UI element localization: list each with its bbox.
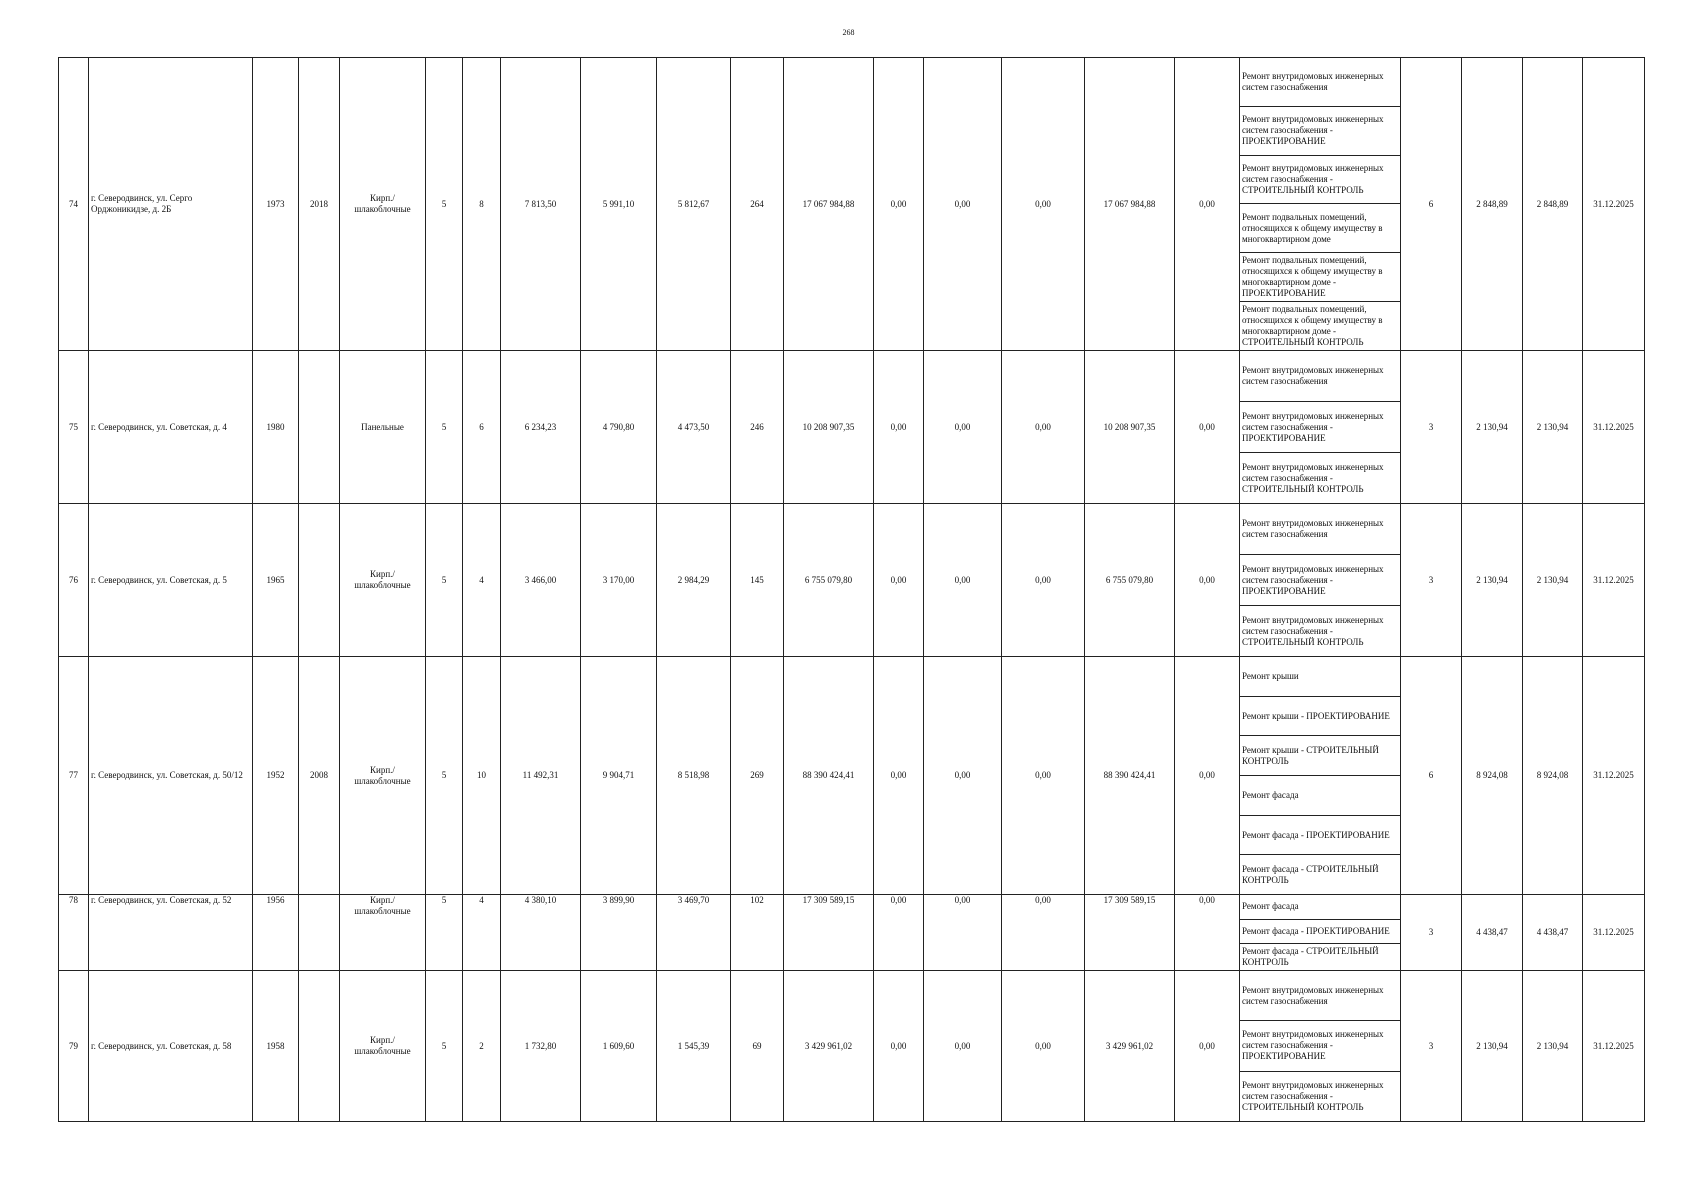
wall-material: Кирп./ шлакоблочные [340,657,426,895]
living-area: 2 984,29 [657,504,731,657]
max-unit-cost: 8 924,08 [1523,657,1583,895]
house-address: г. Северодвинск, ул. Советская, д. 58 [89,971,253,1122]
unit-cost: 2 130,94 [1462,971,1523,1122]
work-item [1240,895,1400,919]
work-item [1240,58,1400,106]
premises-area: 5 991,10 [581,58,657,351]
work-item [1240,106,1400,155]
other-sources: 0,00 [1175,351,1240,504]
year-last-repair [299,504,340,657]
work-item [1240,252,1400,301]
work-item-text: Ремонт внутридомовых инженерных систем газоснабжения - ПРОЕКТИРОВАНИЕ [1242,1029,1384,1062]
works-list-cell [1240,351,1401,504]
regional-budget: 0,00 [924,895,1002,971]
floors-count: 5 [426,504,463,657]
owners-funds: 10 208 907,35 [1085,351,1175,504]
year-built: 1952 [253,657,299,895]
local-budget: 0,00 [1002,895,1085,971]
wall-material: Кирп./ шлакоблочные [340,58,426,351]
other-sources: 0,00 [1175,58,1240,351]
year-last-repair: 2018 [299,58,340,351]
house-address: г. Северодвинск, ул. Советская, д. 4 [89,351,253,504]
work-item [1240,452,1400,503]
residents-count: 102 [731,895,784,971]
table-row [59,657,1645,895]
work-item-text: Ремонт внутридомовых инженерных систем газоснабжения - ПРОЕКТИРОВАНИЕ [1242,114,1384,147]
works-list [1240,58,1400,350]
work-item-text: Ремонт фасада [1242,789,1299,800]
total-cost: 10 208 907,35 [784,351,874,504]
works-list-cell [1240,895,1401,971]
max-unit-cost: 4 438,47 [1523,895,1583,971]
year-built: 1980 [253,351,299,504]
work-item [1240,696,1400,736]
works-list [1240,351,1400,503]
row-number: 74 [59,58,89,351]
work-item [1240,554,1400,605]
works-count: 3 [1401,504,1462,657]
wall-material: Кирп./ шлакоблочные [340,971,426,1122]
max-unit-cost: 2 130,94 [1523,971,1583,1122]
other-sources: 0,00 [1175,971,1240,1122]
table-row [59,351,1645,504]
total-cost: 3 429 961,02 [784,971,874,1122]
repair-program-table [58,57,1645,1122]
works-count: 3 [1401,895,1462,971]
residents-count: 69 [731,971,784,1122]
unit-cost: 4 438,47 [1462,895,1523,971]
work-item-text: Ремонт внутридомовых инженерных систем газоснабжения [1242,984,1384,1006]
year-built: 1958 [253,971,299,1122]
row-number: 75 [59,351,89,504]
work-item [1240,815,1400,855]
local-budget: 0,00 [1002,971,1085,1122]
wall-material: Панельные [340,351,426,504]
total-area: 7 813,50 [501,58,581,351]
row-number: 77 [59,657,89,895]
house-address: г. Северодвинск, ул. Серго Орджоникидзе, д. 2Б [89,58,253,351]
work-item [1240,155,1400,204]
floors-count: 5 [426,58,463,351]
wall-material: Кирп./ шлакоблочные [340,895,426,971]
work-item [1240,504,1400,554]
year-last-repair [299,971,340,1122]
work-item-text: Ремонт подвальных помещений, относящихся к общему имуществу в многоквартирном доме [1242,211,1383,244]
local-budget: 0,00 [1002,504,1085,657]
work-item [1240,971,1400,1020]
unit-cost: 2 130,94 [1462,504,1523,657]
work-item [1240,943,1400,970]
total-cost: 6 755 079,80 [784,504,874,657]
owners-funds: 17 067 984,88 [1085,58,1175,351]
local-budget: 0,00 [1002,58,1085,351]
owners-funds: 6 755 079,80 [1085,504,1175,657]
owners-funds: 3 429 961,02 [1085,971,1175,1122]
floors-count: 5 [426,971,463,1122]
work-item [1240,919,1400,944]
other-sources: 0,00 [1175,657,1240,895]
works-count: 6 [1401,58,1462,351]
work-item-text: Ремонт внутридомовых инженерных систем газоснабжения [1242,70,1384,92]
max-unit-cost: 2 848,89 [1523,58,1583,351]
table-row [59,504,1645,657]
work-item [1240,735,1400,775]
work-item [1240,657,1400,696]
fund-support: 0,00 [874,504,924,657]
fund-support: 0,00 [874,58,924,351]
work-item [1240,351,1400,401]
completion-deadline: 31.12.2025 [1583,657,1645,895]
works-list-cell [1240,58,1401,351]
other-sources: 0,00 [1175,504,1240,657]
page-number: 268 [842,28,855,37]
work-item-text: Ремонт фасада - ПРОЕКТИРОВАНИЕ [1242,925,1390,936]
year-built: 1965 [253,504,299,657]
work-item-text: Ремонт крыши - ПРОЕКТИРОВАНИЕ [1242,710,1390,721]
total-area: 1 732,80 [501,971,581,1122]
entrances-count: 2 [463,971,501,1122]
work-item-text: Ремонт внутридомовых инженерных систем газоснабжения [1242,518,1384,539]
total-area: 11 492,31 [501,657,581,895]
work-item-text: Ремонт фасада - СТРОИТЕЛЬНЫЙ КОНТРОЛЬ [1242,946,1379,967]
works-list [1240,971,1400,1121]
table-row [59,971,1645,1122]
works-list [1240,504,1400,656]
works-list [1240,657,1400,894]
residents-count: 145 [731,504,784,657]
work-item [1240,605,1400,656]
unit-cost: 8 924,08 [1462,657,1523,895]
residents-count: 246 [731,351,784,504]
year-last-repair [299,351,340,504]
works-list-cell [1240,971,1401,1122]
house-address: г. Северодвинск, ул. Советская, д. 52 [89,895,253,971]
year-last-repair: 2008 [299,657,340,895]
wall-material: Кирп./ шлакоблочные [340,504,426,657]
total-cost: 88 390 424,41 [784,657,874,895]
unit-cost: 2 130,94 [1462,351,1523,504]
owners-funds: 17 309 589,15 [1085,895,1175,971]
premises-area: 4 790,80 [581,351,657,504]
work-item-text: Ремонт крыши - СТРОИТЕЛЬНЫЙ КОНТРОЛЬ [1242,744,1379,766]
regional-budget: 0,00 [924,657,1002,895]
premises-area: 1 609,60 [581,971,657,1122]
floors-count: 5 [426,895,463,971]
local-budget: 0,00 [1002,351,1085,504]
house-address: г. Северодвинск, ул. Советская, д. 5 [89,504,253,657]
work-item [1240,1020,1400,1070]
fund-support: 0,00 [874,351,924,504]
living-area: 4 473,50 [657,351,731,504]
owners-funds: 88 390 424,41 [1085,657,1175,895]
max-unit-cost: 2 130,94 [1523,504,1583,657]
work-item [1240,1071,1400,1121]
entrances-count: 6 [463,351,501,504]
table-row [59,895,1645,971]
works-count: 6 [1401,657,1462,895]
work-item-text: Ремонт крыши [1242,670,1299,681]
work-item [1240,301,1400,350]
work-item-text: Ремонт внутридомовых инженерных систем газоснабжения - ПРОЕКТИРОВАНИЕ [1242,563,1384,596]
works-list-cell [1240,657,1401,895]
work-item-text: Ремонт фасада - ПРОЕКТИРОВАНИЕ [1242,829,1390,840]
row-number: 79 [59,971,89,1122]
work-item-text: Ремонт внутридомовых инженерных систем газоснабжения [1242,365,1384,386]
floors-count: 5 [426,351,463,504]
living-area: 5 812,67 [657,58,731,351]
works-count: 3 [1401,971,1462,1122]
work-item-text: Ремонт фасада - СТРОИТЕЛЬНЫЙ КОНТРОЛЬ [1242,863,1379,885]
work-item-text: Ремонт внутридомовых инженерных систем газоснабжения - СТРОИТЕЛЬНЫЙ КОНТРОЛЬ [1242,614,1384,647]
living-area: 8 518,98 [657,657,731,895]
completion-deadline: 31.12.2025 [1583,58,1645,351]
residents-count: 269 [731,657,784,895]
total-cost: 17 309 589,15 [784,895,874,971]
row-number: 78 [59,895,89,971]
work-item-text: Ремонт внутридомовых инженерных систем газоснабжения - ПРОЕКТИРОВАНИЕ [1242,410,1384,443]
work-item-text: Ремонт внутридомовых инженерных систем газоснабжения - СТРОИТЕЛЬНЫЙ КОНТРОЛЬ [1242,461,1384,494]
entrances-count: 4 [463,895,501,971]
local-budget: 0,00 [1002,657,1085,895]
works-list [1240,895,1400,970]
entrances-count: 10 [463,657,501,895]
fund-support: 0,00 [874,657,924,895]
work-item-text: Ремонт подвальных помещений, относящихся к общему имуществу в многоквартирном доме - СТРОИТЕЛЬНЫЙ КОНТРОЛЬ [1242,304,1383,347]
residents-count: 264 [731,58,784,351]
work-item-text: Ремонт подвальных помещений, относящихся к общему имуществу в многоквартирном доме - ПРОЕКТИРОВАНИЕ [1242,255,1383,298]
work-item [1240,854,1400,894]
premises-area: 9 904,71 [581,657,657,895]
work-item [1240,401,1400,452]
year-built: 1973 [253,58,299,351]
regional-budget: 0,00 [924,971,1002,1122]
regional-budget: 0,00 [924,351,1002,504]
row-number: 76 [59,504,89,657]
max-unit-cost: 2 130,94 [1523,351,1583,504]
completion-deadline: 31.12.2025 [1583,895,1645,971]
entrances-count: 8 [463,58,501,351]
premises-area: 3 899,90 [581,895,657,971]
regional-budget: 0,00 [924,504,1002,657]
works-count: 3 [1401,351,1462,504]
living-area: 1 545,39 [657,971,731,1122]
living-area: 3 469,70 [657,895,731,971]
fund-support: 0,00 [874,895,924,971]
floors-count: 5 [426,657,463,895]
total-area: 4 380,10 [501,895,581,971]
fund-support: 0,00 [874,971,924,1122]
completion-deadline: 31.12.2025 [1583,504,1645,657]
regional-budget: 0,00 [924,58,1002,351]
other-sources: 0,00 [1175,895,1240,971]
work-item-text: Ремонт внутридомовых инженерных систем газоснабжения - СТРОИТЕЛЬНЫЙ КОНТРОЛЬ [1242,162,1384,195]
premises-area: 3 170,00 [581,504,657,657]
house-address: г. Северодвинск, ул. Советская, д. 50/12 [89,657,253,895]
unit-cost: 2 848,89 [1462,58,1523,351]
work-item-text: Ремонт фасада [1242,901,1299,912]
year-last-repair [299,895,340,971]
table-row [59,58,1645,351]
total-cost: 17 067 984,88 [784,58,874,351]
work-item-text: Ремонт внутридомовых инженерных систем газоснабжения - СТРОИТЕЛЬНЫЙ КОНТРОЛЬ [1242,1079,1384,1112]
work-item [1240,775,1400,815]
work-item [1240,203,1400,252]
completion-deadline: 31.12.2025 [1583,351,1645,504]
total-area: 3 466,00 [501,504,581,657]
completion-deadline: 31.12.2025 [1583,971,1645,1122]
year-built: 1956 [253,895,299,971]
entrances-count: 4 [463,504,501,657]
total-area: 6 234,23 [501,351,581,504]
works-list-cell [1240,504,1401,657]
